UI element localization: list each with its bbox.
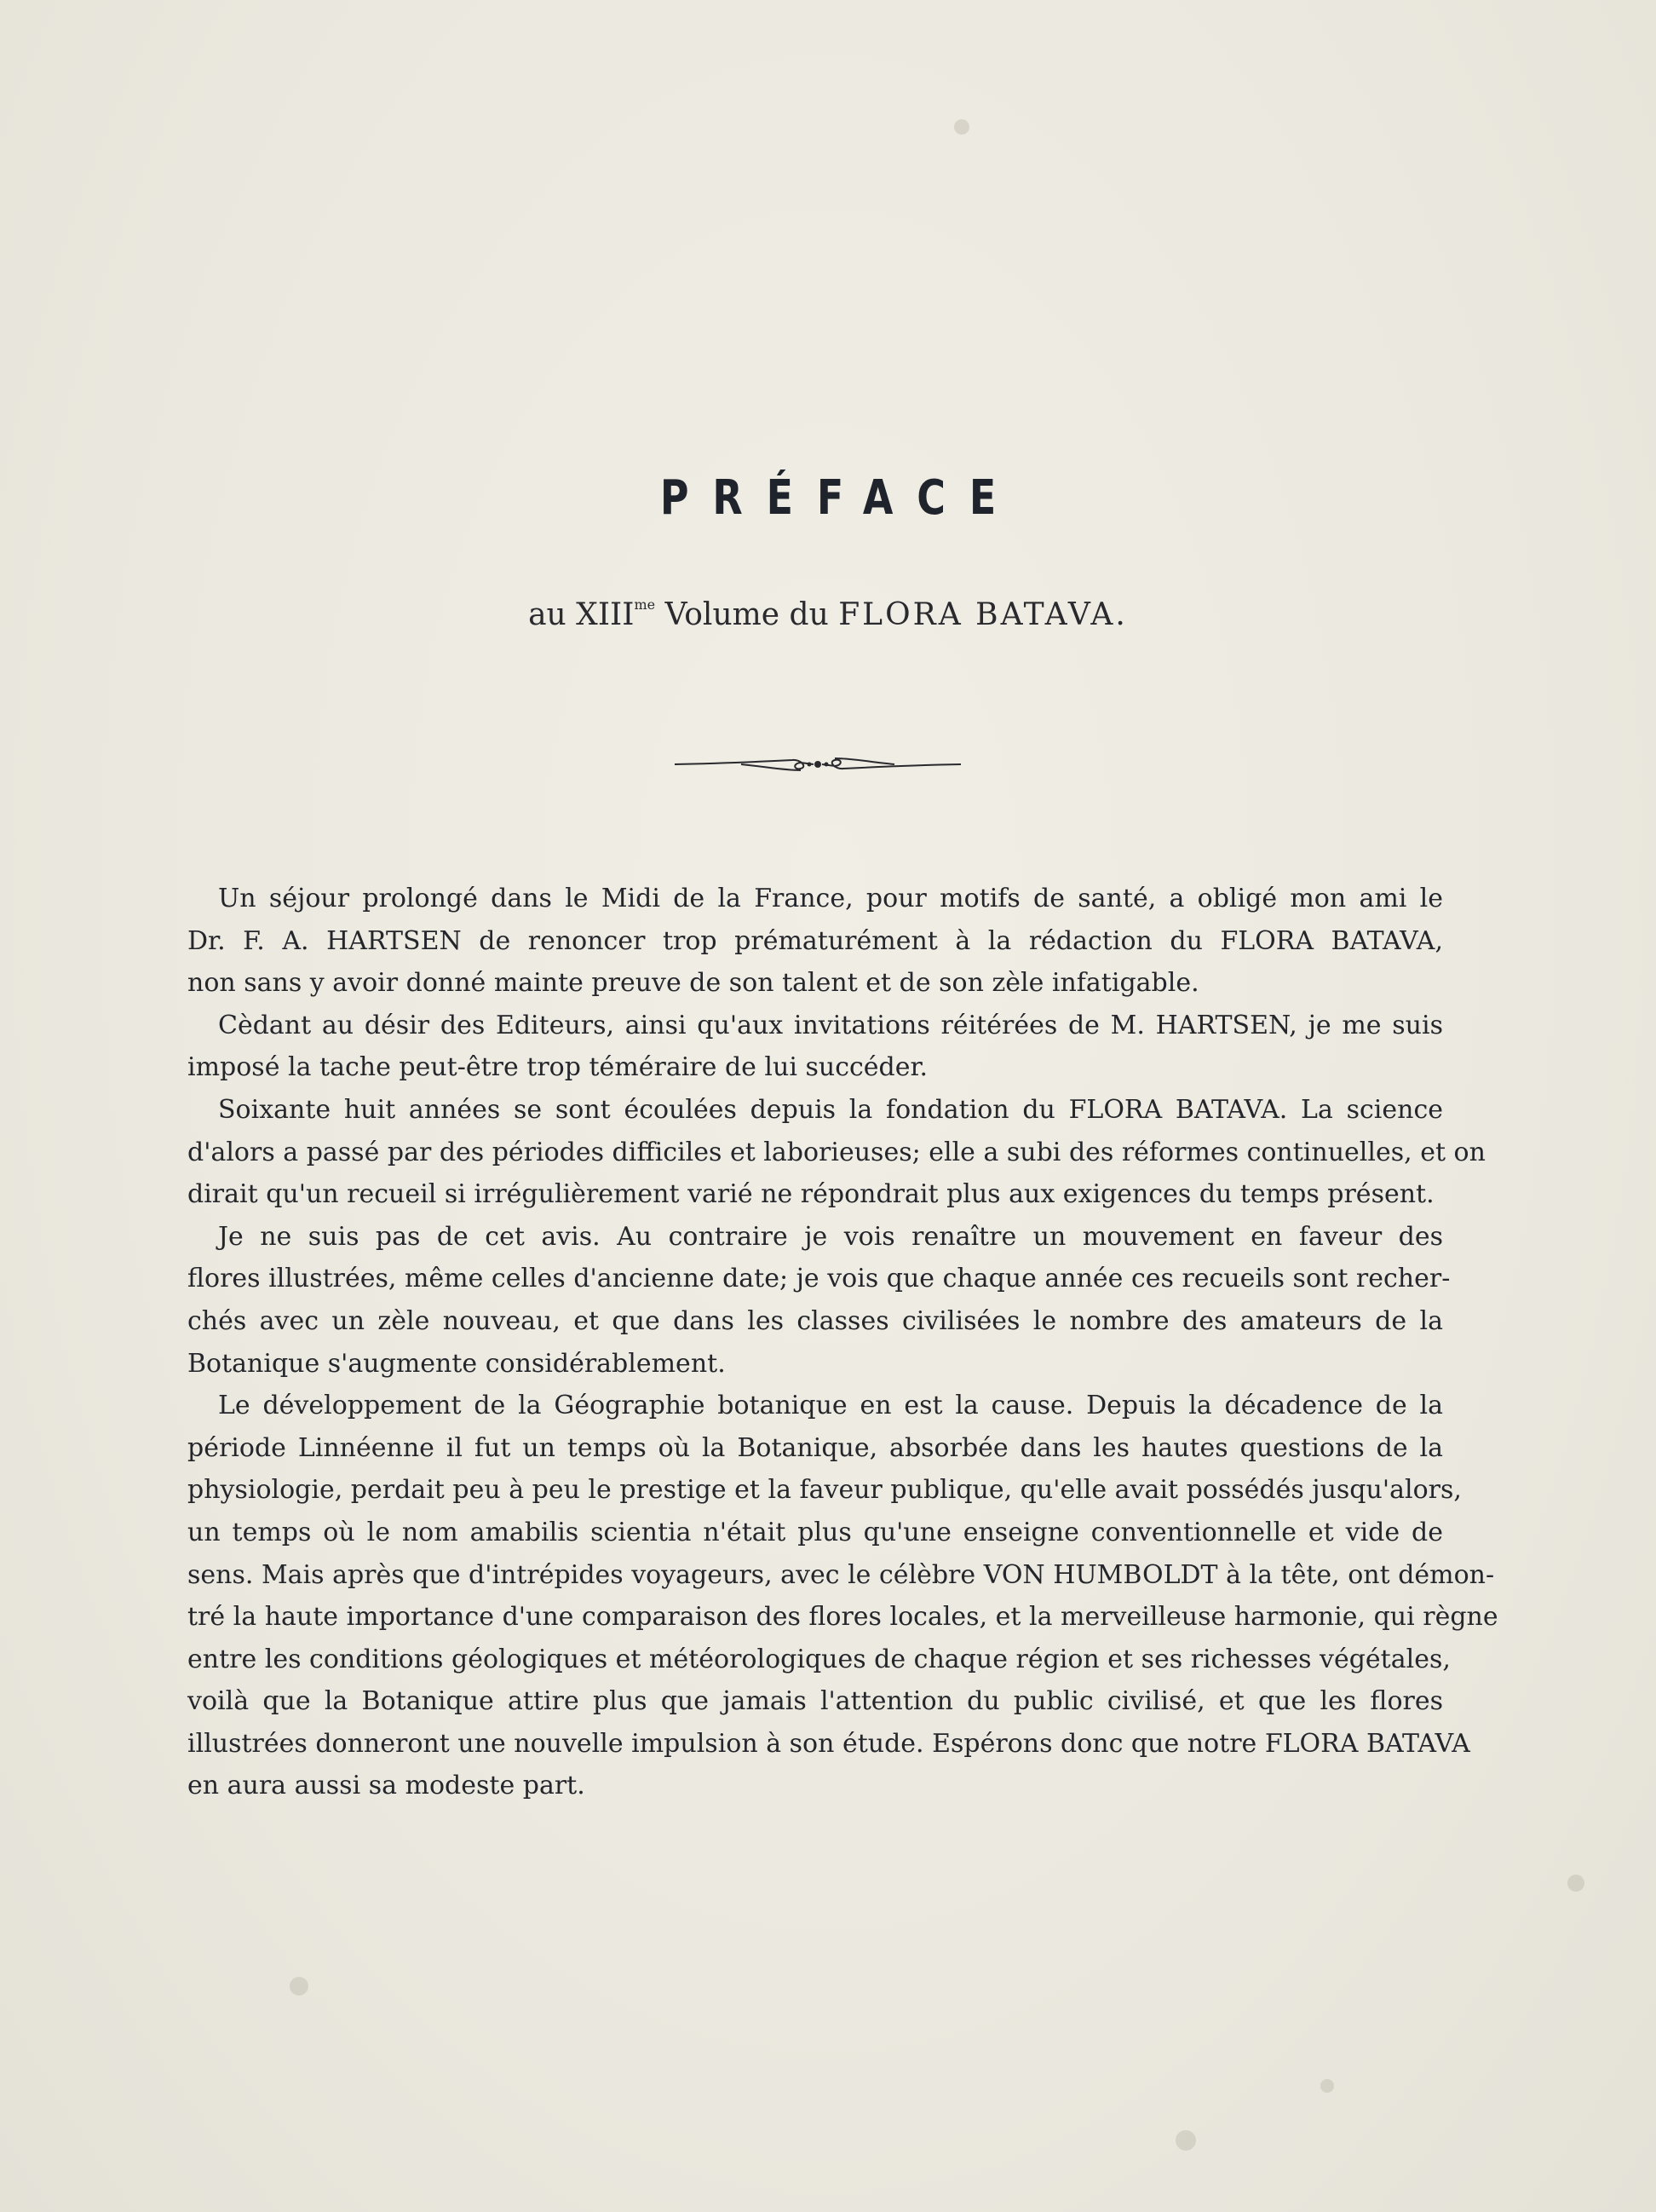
paragraph-4 [187, 1216, 1451, 1385]
text-line: entre les conditions géologiques et météorologiques de chaque région et ses richesses végétales, [187, 1644, 1451, 1674]
text-line: imposé la tache peut-être trop téméraire de lui succéder. [187, 1052, 929, 1083]
text-line: Cèdant au désir des Editeurs, ainsi qu'aux invitations réitérées de M. HARTSEN, je me suis [218, 1010, 1443, 1040]
text-line: tré la haute importance d'une comparaison des flores locales, et la merveilleuse harmonie, qui règne [187, 1602, 1498, 1633]
text-line: Un séjour prolongé dans le Midi de la France, pour motifs de santé, a obligé mon ami le [218, 884, 1443, 913]
paper-speck [290, 1977, 308, 1996]
paragraph-1 [187, 878, 1443, 1005]
text-line: illustrées donneront une nouvelle impulsion à son étude. Espérons donc que notre FLORA BATAVA [187, 1728, 1470, 1759]
page-title: PRÉFACE [659, 470, 1021, 526]
subtitle-superscript: me [634, 596, 656, 613]
subtitle-name: FLORA BATAVA. [838, 597, 1128, 632]
paper-speck [954, 119, 969, 135]
text-line: en aura aussi sa modeste part. [187, 1771, 585, 1801]
text-line: d'alors a passé par des périodes difficiles et laborieuses; elle a subi des réformes continuelles, et on [187, 1137, 1486, 1167]
text-line: dirait qu'un recueil si irrégulièrement varié ne répondrait plus aux exigences du temps présent. [187, 1179, 1435, 1210]
text-line: Je ne suis pas de cet avis. Au contraire je vois renaître un mouvement en faveur des [218, 1221, 1443, 1252]
text-line: Botanique s'augmente considérablement. [187, 1348, 726, 1379]
text-line: non sans y avoir donné mainte preuve de son talent et de son zèle infatigable. [187, 968, 1199, 999]
text-line: voilà que la Botanique attire plus que jamais l'attention du public civilisé, et que les flores [187, 1686, 1443, 1717]
paper-speck [1567, 1875, 1584, 1892]
paper-speck [1320, 2079, 1334, 2093]
paper-speck [1176, 2130, 1196, 2151]
subtitle-prefix: au XIII [528, 597, 635, 632]
text-line: Le développement de la Géographie botanique en est la cause. Depuis la décadence de la [218, 1391, 1443, 1421]
paragraph-3 [187, 1089, 1486, 1216]
text-line: un temps où le nom amabilis scientia n'était plus qu'une enseigne conventionnelle et vide de [187, 1517, 1443, 1547]
page-subtitle [0, 596, 1656, 632]
text-line: chés avec un zèle nouveau, et que dans les classes civilisées le nombre des amateurs de la [187, 1305, 1443, 1336]
paragraph-5 [187, 1385, 1498, 1807]
text-line: flores illustrées, même celles d'ancienne date; je vois que chaque année ces recueils sont recher- [187, 1264, 1451, 1294]
paragraph-2 [187, 1005, 1443, 1089]
text-line: période Linnéenne il fut un temps où la Botanique, absorbée dans les hautes questions de la [187, 1432, 1443, 1463]
text-line: physiologie, perdait peu à peu le prestige et la faveur publique, qu'elle avait possédés jusqu'alors, [187, 1475, 1462, 1506]
text-line: Soixante huit années se sont écoulées depuis la fondation du FLORA BATAVA. La science [218, 1094, 1443, 1125]
text-line: sens. Mais après que d'intrépides voyageurs, avec le célèbre VON HUMBOLDT à la tête, ont démon- [187, 1559, 1495, 1590]
flourish-divider-icon [673, 750, 963, 779]
subtitle-rest: Volume du [655, 597, 839, 632]
text-line: Dr. F. A. HARTSEN de renoncer trop prématurément à la rédaction du FLORA BATAVA, [187, 925, 1443, 956]
preface-body [187, 878, 1498, 1807]
